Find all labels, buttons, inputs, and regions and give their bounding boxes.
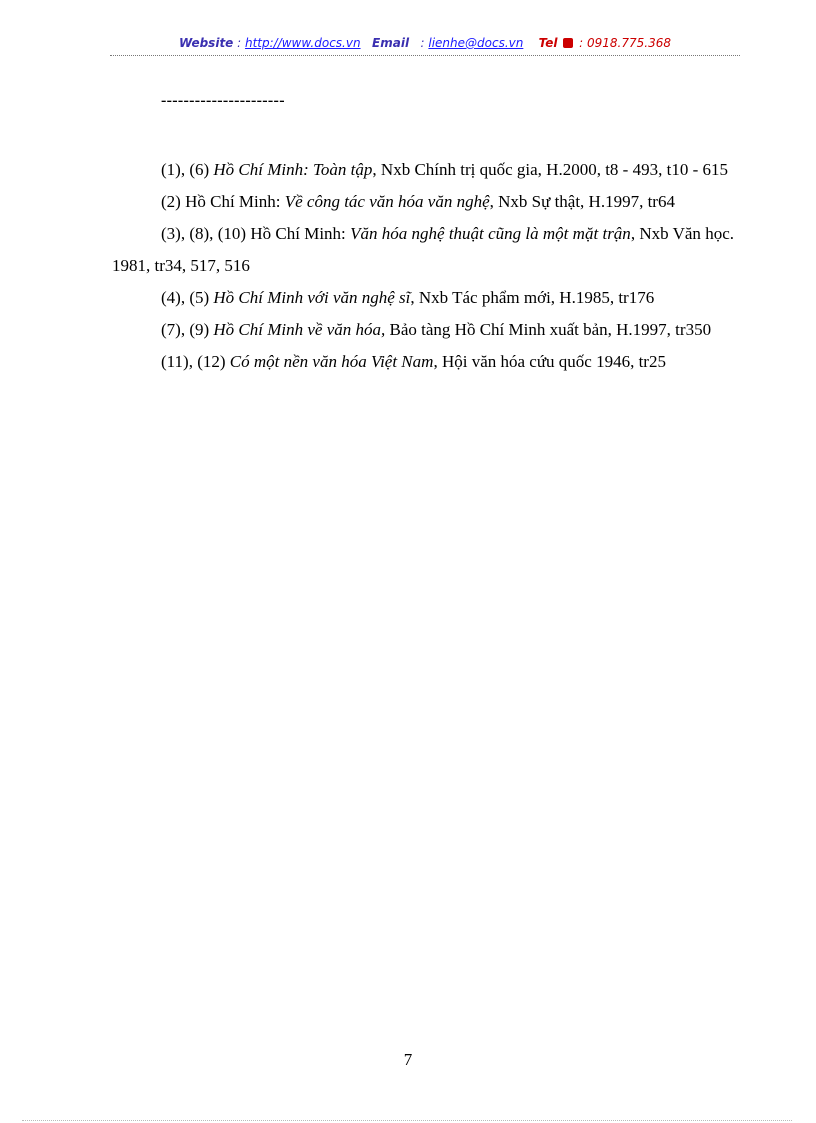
reference-title: Hồ Chí Minh: Toàn tập [213, 160, 373, 179]
reference-details: , Nxb Tác phẩm mới, H.1985, tr176 [410, 288, 655, 307]
section-separator: ---------------------- [161, 92, 285, 109]
reference-details: , Hội văn hóa cứu quốc 1946, tr25 [433, 352, 666, 371]
reference-item [112, 314, 734, 346]
footer-divider [22, 1120, 792, 1121]
reference-title: Văn hóa nghệ thuật cũng là một mặt trận [350, 224, 631, 243]
reference-item [112, 282, 734, 314]
reference-prefix: (4), (5) [161, 288, 214, 307]
tel-separator: : [575, 36, 588, 50]
website-label: Website [178, 36, 234, 50]
tel-number: 0918.775.368 [587, 36, 671, 50]
email-separator: : [416, 36, 429, 50]
tel-label: Tel [538, 36, 558, 50]
reference-title: Có một nền văn hóa Việt Nam [229, 352, 434, 371]
page-header [110, 36, 740, 50]
reference-details: , Nxb Chính trị quốc gia, H.2000, t8 - 493, t10 - 615 [372, 160, 728, 179]
reference-prefix: (1), (6) [161, 160, 214, 179]
reference-prefix: (11), (12) [161, 352, 230, 371]
reference-item [112, 154, 734, 186]
phone-icon [563, 38, 573, 48]
email-label: Email [372, 36, 410, 50]
reference-item [112, 186, 734, 218]
reference-list [112, 154, 734, 378]
page-number: 7 [403, 1050, 413, 1069]
reference-prefix: (7), (9) [161, 320, 214, 339]
reference-title: Về công tác văn hóa văn nghệ [284, 192, 490, 211]
email-link[interactable]: lienhe@docs.vn [428, 36, 524, 50]
website-link[interactable]: http://www.docs.vn [244, 36, 361, 50]
reference-details: , Nxb Văn học. 1981, tr34, 517, 516 [112, 224, 734, 275]
website-separator: : [233, 36, 245, 50]
reference-details: Bảo tàng Hồ Chí Minh xuất bản, H.1997, tr350 [385, 320, 712, 339]
header-divider [110, 55, 740, 56]
reference-item [112, 346, 734, 378]
reference-prefix: (2) Hồ Chí Minh: [161, 192, 285, 211]
reference-prefix: (3), (8), (10) Hồ Chí Minh: [161, 224, 351, 243]
reference-title: Hồ Chí Minh về văn hóa, [213, 320, 386, 339]
reference-details: , Nxb Sự thật, H.1997, tr64 [489, 192, 675, 211]
reference-item [112, 218, 734, 282]
reference-title: Hồ Chí Minh với văn nghệ sĩ [213, 288, 411, 307]
